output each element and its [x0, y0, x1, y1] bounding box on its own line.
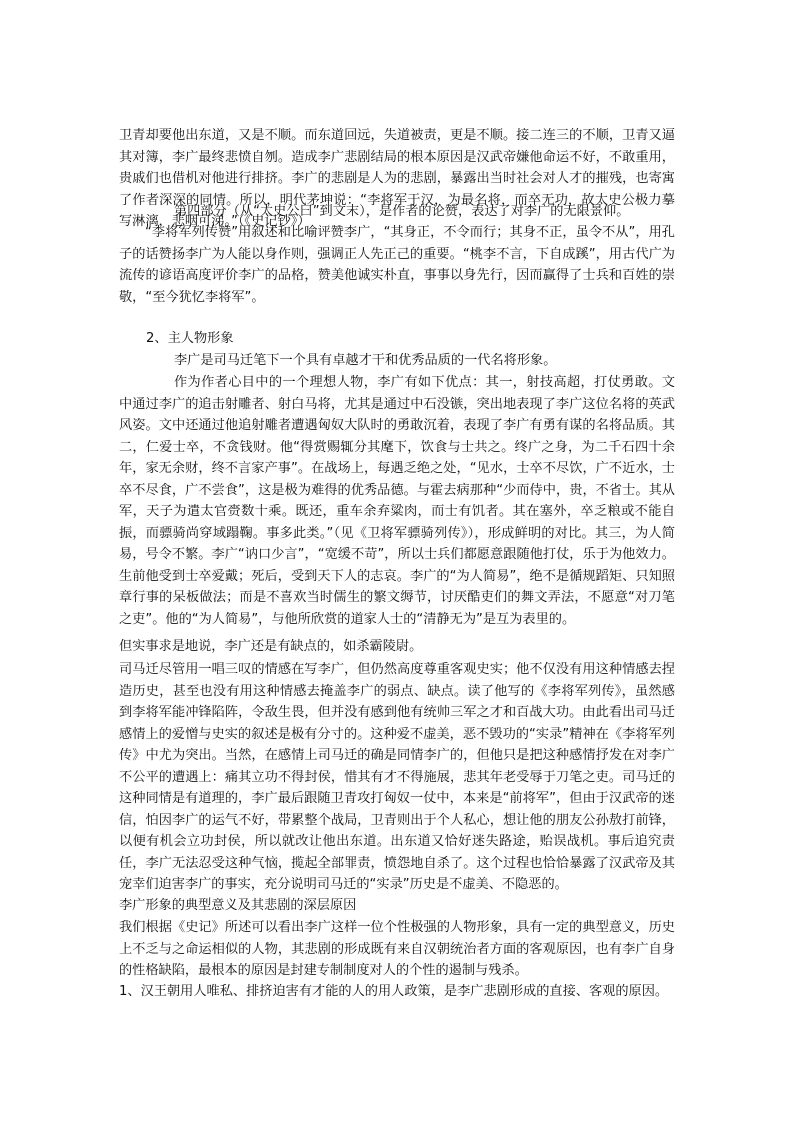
paragraph-zan-commentary: “李将军列传赞”用叙述和比喻评赞李广，“其身正，不令而行；其身不正，虽令不从”，用孔子的话赞扬李广为人能以身作则，强调正人先正己的重要。“桃李不言，下自成蹊”，用古代广为流传的谚语高度评价李广的品格，赞美他诚实朴直，事事以身先行，因而赢得了士兵和百姓的崇敬，“至今犹忆李将军”。	[119, 225, 675, 305]
paragraph-shortcoming: 但实事求是地说，李广还是有缺点的，如杀霸陵尉。	[119, 639, 423, 654]
paragraph-character-intro: 李广是司马迁笔下一个具有卓越才干和优秀品质的一代名将形象。	[174, 353, 557, 368]
paragraph-objective-history: 司马迁尽管用一唱三叹的情感在写李广，但仍然高度尊重客观史实；他不仅没有用这种情感去捏造历史，甚至也没有用这种情感去掩盖李广的弱点、缺点。读了他写的《李将军列传》，虽然感到李将军能冲锋陷阵，令敌生畏，但并没有感到他有统帅三军之才和百战大功。由此看出司马迁感情上的爱憎与史实的叙述是极有分寸的。这种爱不虚美，恶不毁功的“实录”精神在《李将军列传》中尤为突出。当然，在感情上司马迁的确是同情李广的，但他只是把这种感情抒发在对李广不公平的遭遇上：痛其立功不得封侯，惜其有才不得施展，悲其年老受辱于刀笔之吏。司马迁的这种同情是有道理的，李广最后跟随卫青攻打匈奴一仗中，本来是“前将军”，但由于汉武帝的迷信，怕因李广的运气不好，带累整个战局，卫青则出于个人私心，想让他的朋友公孙敖打前锋，以便有机会立功封侯，所以就改让他出东道。出东道又恰好迷失路途，贻误战机。事后追究责任，李广无法忍受这种气恼，揽起全部罪责，愤怨地自杀了。这个过程也恰恰暴露了汉武帝及其宠幸们迫害李广的事实，充分说明司马迁的“实录”历史是不虚美、不隐恶的。	[119, 662, 675, 892]
paragraph-li-guang-tragedy: 卫青却要他出东道，又是不顺。而东道回远，失道被责，更是不顺。接二连三的不顺，卫青又逼其对簿，李广最终悲愤自刎。造成李广悲剧结局的根本原因是汉武帝嫌他命运不好，不敢重用，贵戚们也借机对他进行排挤。李广的悲剧是人为的悲剧，暴露出当时社会对人才的摧残，也寄寓了作者深深的同情。所以，明代茅坤说：“李将军于汉，为最名将，而卒无功，故太史公极力摹写淋漓，悲咽可涕。”（《史记钞》）	[119, 128, 675, 229]
heading-typical-significance: 李广形象的典型意义及其悲剧的深层原因	[119, 898, 357, 913]
paragraph-merits: 作为作者心目中的一个理想人物，李广有如下优点：其一，射技高超，打仗勇敢。文中通过李广的追击射雕者、射白马将，尤其是通过中石没镞，突出地表现了李广这位名将的英武风姿。文中还通过他追射雕者遭遇匈奴大队时的勇敢沉着，表现了李广有勇有谋的名将品质。其二，仁爱士卒，不贪钱财。他“得赏赐辄分其麾下，饮食与士共之。终广之身，为二千石四十余年，家无余财，终不言家产事”。在战场上，每遇乏绝之处，“见水，士卒不尽饮，广不近水，士卒不尽食，广不尝食”，这是极为难得的优秀品德。与霍去病那种“少而侍中，贵，不省士。其从军，天子为遣太官赍数十乘。既还，重车余弃粱肉，而士有饥者。其在塞外，卒乏粮或不能自振，而骠骑尚穿域蹋鞠。事多此类。”（见《卫将军骠骑列传》），形成鲜明的对比。其三，为人简易，号令不繁。李广“讷口少言”，“宽缓不苛”，所以士兵们都愿意跟随他打仗，乐于为他效力。生前他受到士卒爱戴；死后，受到天下人的志哀。李广的“为人简易”，绝不是循规蹈矩、只知照章行事的呆板做法；而是不喜欢当时儒生的繁文缛节，讨厌酷吏们的舞文弄法，不愿意“对刀笔之吏”。他的“为人简易”，与他所欣赏的道家人士的“清静无为”是互为表里的。	[119, 375, 675, 627]
paragraph-reason-one: 1、汉王朝用人唯私、排挤迫害有才能的人的用人政策，是李广悲剧形成的直接、客观的原因。	[119, 984, 669, 999]
paragraph-typical-significance: 我们根据《史记》所述可以看出李广这样一位个性极强的人物形象，具有一定的典型意义，历史上不乏与之命运相似的人物，其悲剧的形成既有来自汉朝统治者方面的客观原因，也有李广自身的性格缺陷，最根本的原因是封建专制制度对人的个性的遏制与残杀。	[119, 920, 675, 978]
paragraph-part-four: 第四部分（从“太史公曰”到文末），是作者的论赞，表达了对李广的无限景仰。	[174, 204, 630, 219]
section-heading-main-character: 2、主人物形象	[146, 331, 234, 346]
